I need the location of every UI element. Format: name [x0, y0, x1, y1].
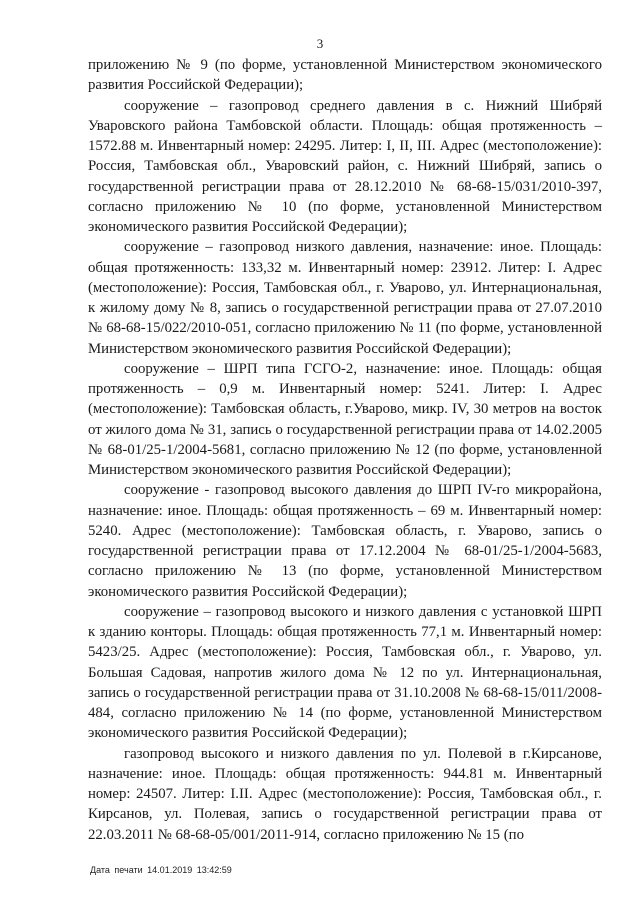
print-date-label: Дата печати — [90, 865, 143, 875]
paragraph-gas-pipeline-low-pressure: сооружение – газопровод низкого давления, назначение: иное. Площадь: общая протяженность: 133,32 м. Инвентарный номер: 23912. Литер: I. Адрес (местоположение): Россия, Тамбовская обл., г. Уварово, ул. Интернациональная, к жилому дому № 8, запись о государственной регистрации права от 27.07.2010 № 68-68-15/022/2010-051, согласно приложению № 11 (по форме, установленной Министерством экономического развития Российской Федерации); — [88, 239, 602, 357]
print-date-footer — [90, 864, 232, 876]
paragraph-gas-pipeline-office: сооружение – газопровод высокого и низкого давления с установкой ШРП к зданию конторы. Площадь: общая протяженность 77,1 м. Инвентарный номер: 5423/25. Адрес (местоположение): Россия, Тамбовская обл., г. Уварово, ул. Большая Садовая, напротив жилого дома № 12 по ул. Интернациональная, запись о государственной регистрации права от 31.10.2008 № 68-68-15/011/2008-484, согласно приложению № 14 (по форме, установленной Министерством экономического развития Российской Федерации); — [88, 603, 602, 742]
paragraph-shrp-gsgo-2: сооружение – ШРП типа ГСГО-2, назначение: иное. Площадь: общая протяженность – 0,9 м. Инвентарный номер: 5241. Литер: I. Адрес (местоположение): Тамбовская область, г.Уварово, микр. IV, 30 метров на восток от жилого дома № 31, запись о государственной регистрации права от 14.02.2005 № 68-01/25-1/2004-5681, согласно приложению № 12 (по форме, установленной Министерством экономического развития Российской Федерации); — [88, 360, 602, 478]
document-body — [88, 55, 602, 845]
page-number: 3 — [316, 36, 324, 51]
paragraph-gas-pipeline-high-pressure: сооружение - газопровод высокого давления до ШРП IV-го микрорайона, назначение: иное. Площадь: общая протяженность – 69 м. Инвентарный номер: 5240. Адрес (местоположение): Тамбовская область, г. Уварово, запись о государственной регистрации права от 17.12.2004 № 68-01/25-1/2004-5683, согласно приложению № 13 (по форме, установленной Министерством экономического развития Российской Федерации); — [88, 482, 602, 600]
paragraph-gas-pipeline-kirsanov: газопровод высокого и низкого давления по ул. Полевой в г.Кирсанове, назначение: иное. Площадь: общая протяженность: 944.81 м. Инвентарный номер: 24507. Литер: I.II. Адрес (местоположение): Россия, Тамбовская обл., г. Кирсанов, ул. Полевая, запись о государственной регистрации права от 22.03.2011 № 68-68-05/001/2011-914, согласно приложению № 15 (по — [88, 745, 602, 843]
print-date-value: 14.01.2019 13:42:59 — [147, 865, 232, 875]
paragraph-continuation: приложению № 9 (по форме, установленной Министерством экономического развития Российской Федерации); — [88, 57, 602, 94]
paragraph-gas-pipeline-nizhny-shibryay: сооружение – газопровод среднего давления в с. Нижний Шибряй Уваровского района Тамбовской области. Площадь: общая протяженность – 1572.88 м. Инвентарный номер: 24295. Литер: I, II, III. Адрес (местоположение): Россия, Тамбовская обл., Уваровский район, с. Нижний Шибряй, запись о государственной регистрации права от 28.12.2010 № 68-68-15/031/2010-397, согласно приложению № 10 (по форме, установленной Министерством экономического развития Российской Федерации); — [88, 97, 602, 235]
